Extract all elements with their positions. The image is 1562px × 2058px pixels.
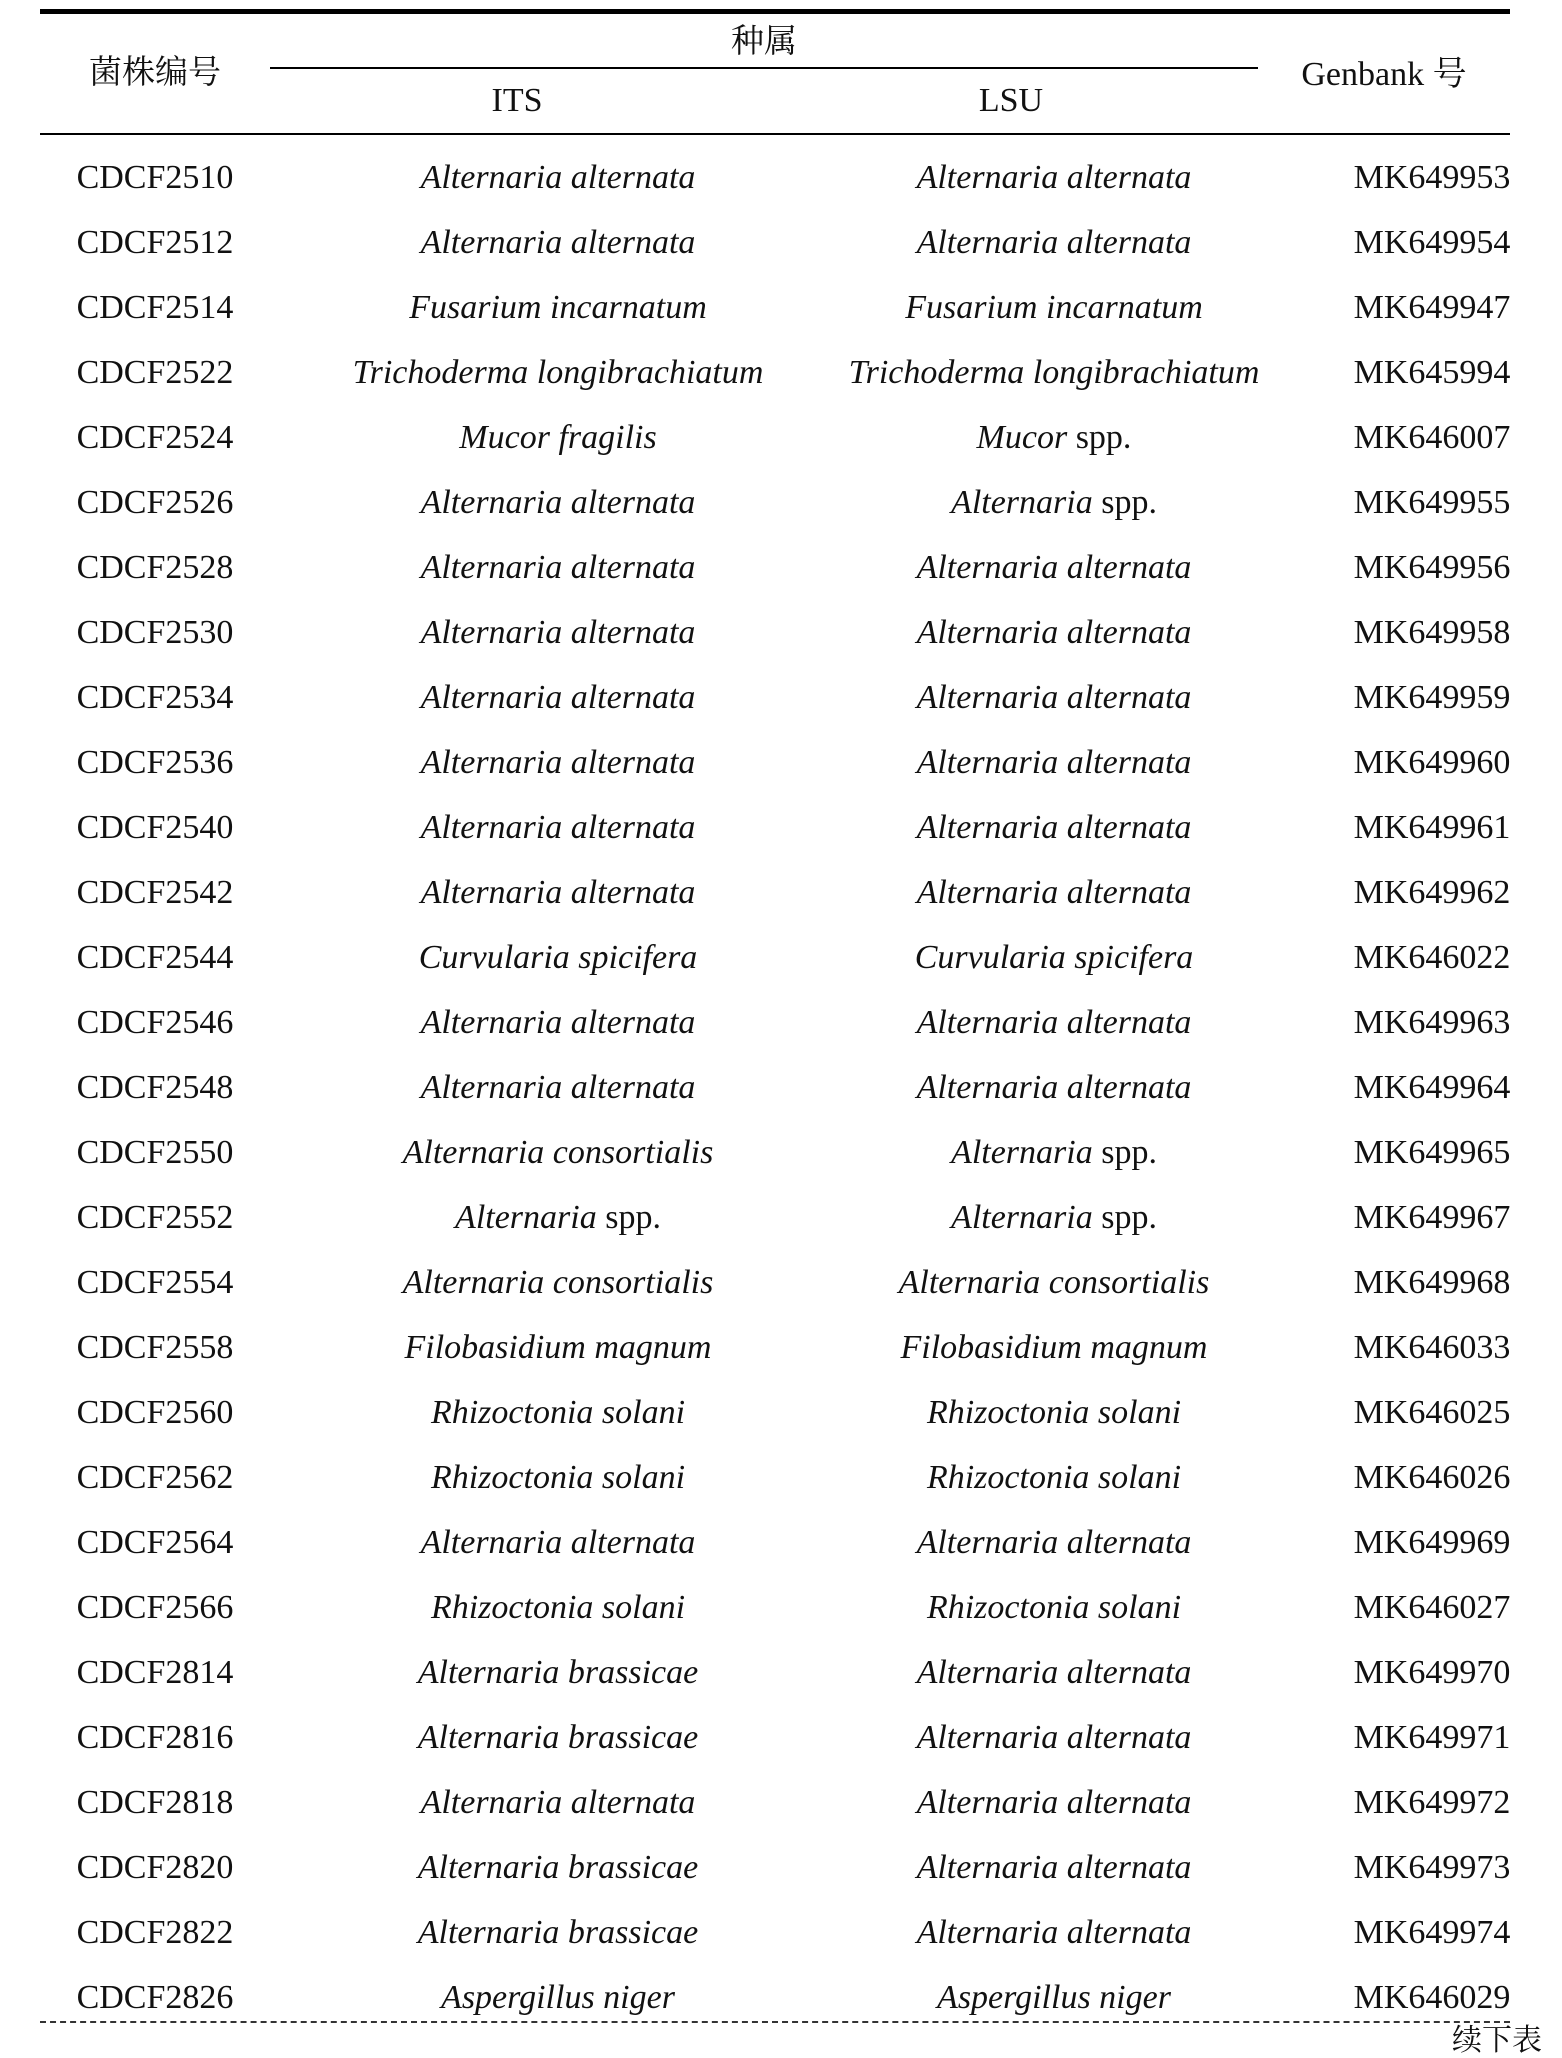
table-row [0, 1835, 1562, 1900]
table-row [0, 1510, 1562, 1575]
table-row [0, 925, 1562, 990]
table-row [0, 1640, 1562, 1705]
genbank-cell: MK649958 [1353, 613, 1511, 651]
lsu-species-cell [806, 809, 1302, 847]
species-name-italic: Alternaria brassicae [417, 1653, 699, 1691]
table-row [0, 795, 1562, 860]
species-name-italic: Alternaria consortialis [898, 1263, 1210, 1301]
its-species-cell [310, 1654, 806, 1692]
species-name-italic: Alternaria alternata [420, 873, 696, 911]
genbank-cell: MK649964 [1353, 1068, 1511, 1106]
its-species-cell [310, 1004, 806, 1042]
table-row [0, 600, 1562, 665]
table-row [0, 340, 1562, 405]
genbank-cell: MK649974 [1353, 1913, 1511, 1951]
table-bottom-rule [40, 2021, 1510, 2023]
species-name-italic: Alternaria alternata [420, 613, 696, 651]
species-suffix: spp. [596, 1198, 661, 1236]
species-name-italic: Alternaria [951, 483, 1093, 521]
its-species-cell [310, 159, 806, 197]
table-row [0, 1900, 1562, 1965]
table-row [0, 1055, 1562, 1120]
species-name-italic: Alternaria alternata [916, 1003, 1192, 1041]
lsu-species-cell [806, 1459, 1302, 1497]
species-name-italic: Filobasidium magnum [900, 1328, 1208, 1366]
lsu-species-cell [806, 289, 1302, 327]
species-name-italic: Alternaria alternata [420, 1003, 696, 1041]
lsu-species-cell [806, 419, 1302, 457]
species-name-italic: Alternaria alternata [916, 1783, 1192, 1821]
species-name-italic: Alternaria alternata [420, 678, 696, 716]
species-name-italic: Alternaria [951, 1133, 1093, 1171]
table-row [0, 405, 1562, 470]
header-its: ITS [491, 82, 543, 119]
species-name-italic: Alternaria alternata [916, 1068, 1192, 1106]
lsu-species-cell [806, 1134, 1302, 1172]
strain-id-cell: CDCF2548 [76, 1068, 234, 1106]
species-name-italic: Fusarium incarnatum [409, 288, 707, 326]
its-species-cell [310, 614, 806, 652]
strain-id-cell: CDCF2534 [76, 678, 234, 716]
its-species-cell [310, 1264, 806, 1302]
species-name-italic: Alternaria alternata [916, 873, 1192, 911]
table-row [0, 665, 1562, 730]
species-name-italic: Alternaria alternata [916, 1848, 1192, 1886]
genbank-cell: MK646007 [1353, 418, 1511, 456]
its-species-cell [310, 419, 806, 457]
strain-id-cell: CDCF2514 [76, 288, 234, 326]
its-species-cell [310, 224, 806, 262]
species-name-italic: Fusarium incarnatum [905, 288, 1203, 326]
species-name-italic: Alternaria alternata [916, 808, 1192, 846]
species-suffix: spp. [1092, 483, 1157, 521]
its-species-cell [310, 874, 806, 912]
its-species-cell [310, 1524, 806, 1562]
genbank-cell: MK649955 [1353, 483, 1511, 521]
genbank-cell: MK649960 [1353, 743, 1511, 781]
strain-id-cell: CDCF2564 [76, 1523, 234, 1561]
its-species-cell [310, 484, 806, 522]
strain-id-cell: CDCF2540 [76, 808, 234, 846]
genbank-cell: MK649965 [1353, 1133, 1511, 1171]
strain-id-cell: CDCF2554 [76, 1263, 234, 1301]
species-name-italic: Alternaria alternata [916, 743, 1192, 781]
species-name-italic: Alternaria consortialis [402, 1133, 714, 1171]
species-name-italic: Alternaria alternata [916, 223, 1192, 261]
strain-id-cell: CDCF2552 [76, 1198, 234, 1236]
its-species-cell [310, 1199, 806, 1237]
header-strain-number: 菌株编号 [89, 52, 221, 91]
table-row [0, 730, 1562, 795]
strain-id-cell: CDCF2558 [76, 1328, 234, 1366]
strain-id-cell: CDCF2818 [76, 1783, 234, 1821]
genbank-cell: MK649968 [1353, 1263, 1511, 1301]
table-row [0, 1185, 1562, 1250]
lsu-species-cell [806, 1199, 1302, 1237]
its-species-cell [310, 1784, 806, 1822]
its-species-cell [310, 1459, 806, 1497]
genbank-cell: MK649959 [1353, 678, 1511, 716]
strain-id-cell: CDCF2820 [76, 1848, 234, 1886]
lsu-species-cell [806, 1589, 1302, 1627]
its-species-cell [310, 679, 806, 717]
lsu-species-cell [806, 679, 1302, 717]
lsu-species-cell [806, 939, 1302, 977]
genbank-cell: MK646026 [1353, 1458, 1511, 1496]
species-suffix: spp. [1092, 1133, 1157, 1171]
its-species-cell [310, 1589, 806, 1627]
table-row [0, 990, 1562, 1055]
strain-id-cell: CDCF2544 [76, 938, 234, 976]
lsu-species-cell [806, 744, 1302, 782]
table-row [0, 145, 1562, 210]
species-name-italic: Alternaria alternata [916, 1523, 1192, 1561]
species-name-italic: Trichoderma longibrachiatum [848, 353, 1260, 391]
its-species-cell [310, 1134, 806, 1172]
strain-id-cell: CDCF2542 [76, 873, 234, 911]
its-species-cell [310, 354, 806, 392]
lsu-species-cell [806, 1849, 1302, 1887]
species-name-italic: Alternaria alternata [916, 1653, 1192, 1691]
strain-id-cell: CDCF2528 [76, 548, 234, 586]
species-name-italic: Alternaria alternata [420, 158, 696, 196]
genbank-cell: MK649947 [1353, 288, 1511, 326]
genbank-cell: MK649972 [1353, 1783, 1511, 1821]
lsu-species-cell [806, 614, 1302, 652]
genbank-cell: MK645994 [1353, 353, 1511, 391]
header-species-genus: 种属 [731, 21, 797, 60]
its-species-cell [310, 1849, 806, 1887]
species-name-italic: Alternaria [455, 1198, 597, 1236]
strain-id-cell: CDCF2562 [76, 1458, 234, 1496]
species-name-italic: Alternaria alternata [916, 678, 1192, 716]
lsu-species-cell [806, 1979, 1302, 2017]
table-row [0, 210, 1562, 275]
genbank-cell: MK649969 [1353, 1523, 1511, 1561]
strain-id-cell: CDCF2522 [76, 353, 234, 391]
lsu-species-cell [806, 1719, 1302, 1757]
lsu-species-cell [806, 1329, 1302, 1367]
its-species-cell [310, 1394, 806, 1432]
lsu-species-cell [806, 159, 1302, 197]
its-species-cell [310, 1069, 806, 1107]
lsu-species-cell [806, 354, 1302, 392]
genbank-cell: MK649963 [1353, 1003, 1511, 1041]
table-row [0, 1445, 1562, 1510]
genbank-cell: MK646029 [1353, 1978, 1511, 2016]
genbank-cell: MK649967 [1353, 1198, 1511, 1236]
species-name-italic: Alternaria alternata [916, 613, 1192, 651]
strain-id-cell: CDCF2814 [76, 1653, 234, 1691]
genbank-cell: MK649971 [1353, 1718, 1511, 1756]
strain-id-cell: CDCF2816 [76, 1718, 234, 1756]
species-name-italic: Alternaria [951, 1198, 1093, 1236]
its-species-cell [310, 549, 806, 587]
table-row [0, 535, 1562, 600]
strain-id-cell: CDCF2536 [76, 743, 234, 781]
table-header-rule [40, 133, 1510, 135]
strain-id-cell: CDCF2530 [76, 613, 234, 651]
genbank-cell: MK646027 [1353, 1588, 1511, 1626]
species-name-italic: Alternaria alternata [420, 1068, 696, 1106]
species-name-italic: Alternaria brassicae [417, 1913, 699, 1951]
table-row [0, 1705, 1562, 1770]
species-name-italic: Rhizoctonia solani [926, 1393, 1182, 1431]
lsu-species-cell [806, 1654, 1302, 1692]
lsu-species-cell [806, 1914, 1302, 1952]
genbank-cell: MK649970 [1353, 1653, 1511, 1691]
its-species-cell [310, 289, 806, 327]
its-species-cell [310, 939, 806, 977]
species-name-italic: Rhizoctonia solani [430, 1588, 686, 1626]
its-species-cell [310, 1719, 806, 1757]
species-name-italic: Aspergillus niger [441, 1978, 675, 2016]
lsu-species-cell [806, 874, 1302, 912]
table-row [0, 1380, 1562, 1445]
species-name-italic: Alternaria alternata [916, 1718, 1192, 1756]
lsu-species-cell [806, 549, 1302, 587]
table-row [0, 1770, 1562, 1835]
species-name-italic: Mucor [976, 418, 1068, 456]
table-row [0, 1315, 1562, 1380]
continued-note: 续下表 [1452, 2023, 1542, 2058]
table-row [0, 275, 1562, 340]
species-name-italic: Alternaria alternata [420, 1783, 696, 1821]
lsu-species-cell [806, 1069, 1302, 1107]
genbank-cell: MK649961 [1353, 808, 1511, 846]
lsu-species-cell [806, 484, 1302, 522]
its-species-cell [310, 1979, 806, 2017]
its-species-cell [310, 1329, 806, 1367]
genbank-cell: MK649956 [1353, 548, 1511, 586]
species-name-italic: Alternaria alternata [420, 548, 696, 586]
species-suffix: spp. [1067, 418, 1132, 456]
genbank-cell: MK646022 [1353, 938, 1511, 976]
table-row [0, 860, 1562, 925]
strain-id-cell: CDCF2524 [76, 418, 234, 456]
species-name-italic: Rhizoctonia solani [926, 1588, 1182, 1626]
species-name-italic: Aspergillus niger [937, 1978, 1171, 2016]
strain-id-cell: CDCF2560 [76, 1393, 234, 1431]
its-species-cell [310, 1914, 806, 1952]
species-name-italic: Alternaria alternata [420, 483, 696, 521]
species-name-italic: Curvularia spicifera [914, 938, 1194, 976]
species-name-italic: Curvularia spicifera [418, 938, 698, 976]
species-name-italic: Alternaria alternata [420, 1523, 696, 1561]
species-name-italic: Alternaria alternata [916, 548, 1192, 586]
species-name-italic: Alternaria alternata [420, 743, 696, 781]
genbank-cell: MK649973 [1353, 1848, 1511, 1886]
species-name-italic: Alternaria consortialis [402, 1263, 714, 1301]
species-name-italic: Mucor fragilis [459, 418, 657, 456]
table-row [0, 1575, 1562, 1640]
genbank-cell: MK649962 [1353, 873, 1511, 911]
lsu-species-cell [806, 1004, 1302, 1042]
table-row [0, 470, 1562, 535]
species-name-italic: Alternaria brassicae [417, 1718, 699, 1756]
strain-id-cell: CDCF2512 [76, 223, 234, 261]
strain-id-cell: CDCF2546 [76, 1003, 234, 1041]
strain-id-cell: CDCF2526 [76, 483, 234, 521]
genbank-cell: MK649953 [1353, 158, 1511, 196]
lsu-species-cell [806, 1264, 1302, 1302]
species-name-italic: Rhizoctonia solani [430, 1458, 686, 1496]
species-suffix: spp. [1092, 1198, 1157, 1236]
species-name-italic: Alternaria alternata [420, 808, 696, 846]
species-name-italic: Alternaria alternata [916, 158, 1192, 196]
header-lsu: LSU [978, 82, 1044, 119]
species-name-italic: Alternaria alternata [420, 223, 696, 261]
genbank-cell: MK646033 [1353, 1328, 1511, 1366]
strain-id-cell: CDCF2822 [76, 1913, 234, 1951]
genbank-cell: MK649954 [1353, 223, 1511, 261]
lsu-species-cell [806, 1784, 1302, 1822]
its-species-cell [310, 809, 806, 847]
header-genbank: Genbank 号 [1301, 56, 1467, 93]
table-top-rule [40, 9, 1510, 14]
strain-id-cell: CDCF2550 [76, 1133, 234, 1171]
strain-id-cell: CDCF2566 [76, 1588, 234, 1626]
genbank-cell: MK646025 [1353, 1393, 1511, 1431]
species-name-italic: Alternaria brassicae [417, 1848, 699, 1886]
lsu-species-cell [806, 1394, 1302, 1432]
table-body [0, 145, 1562, 2030]
species-name-italic: Filobasidium magnum [404, 1328, 712, 1366]
header-subrule [270, 67, 1258, 69]
strain-id-cell: CDCF2826 [76, 1978, 234, 2016]
species-name-italic: Alternaria alternata [916, 1913, 1192, 1951]
species-name-italic: Rhizoctonia solani [926, 1458, 1182, 1496]
lsu-species-cell [806, 224, 1302, 262]
species-name-italic: Trichoderma longibrachiatum [352, 353, 764, 391]
its-species-cell [310, 744, 806, 782]
table-row [0, 1250, 1562, 1315]
strain-id-cell: CDCF2510 [76, 158, 234, 196]
species-name-italic: Rhizoctonia solani [430, 1393, 686, 1431]
table-row [0, 1120, 1562, 1185]
lsu-species-cell [806, 1524, 1302, 1562]
